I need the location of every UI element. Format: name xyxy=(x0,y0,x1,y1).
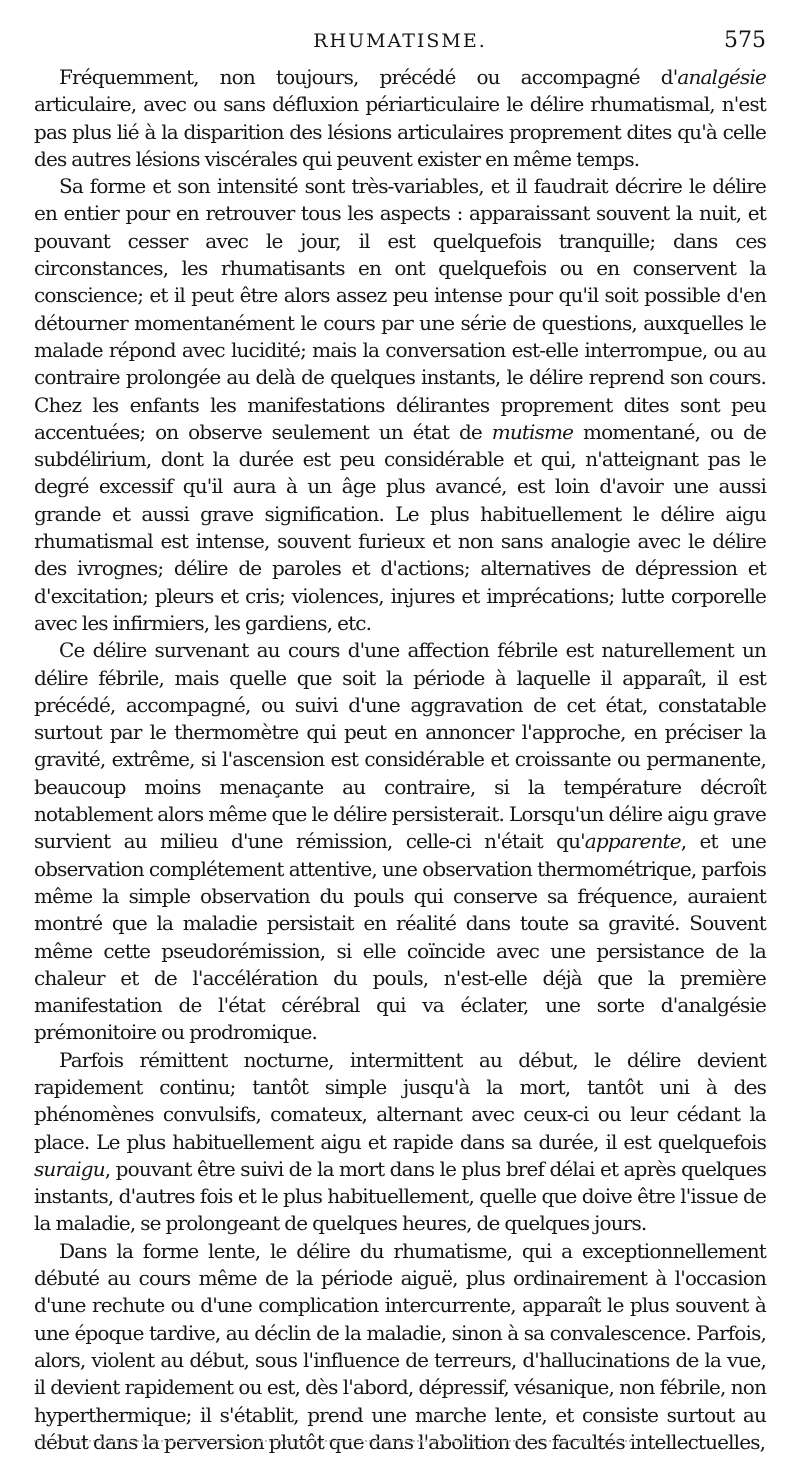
italic-term: suraigu xyxy=(34,1156,105,1181)
text-segment: , pouvant être suivi de la mort dans le plus bref délai et après quelques instants, d'autres fois et le plus habituellement, quelle que doive être l'issue de la maladie, se prolongeant de quelques heures, de quelques jours. xyxy=(34,1156,766,1236)
paragraph-4 xyxy=(34,1047,766,1238)
paragraph-3 xyxy=(34,637,766,1046)
text-segment: , et une observation complétement attentive, une observation thermométrique, parfois même la simple observation du pouls qui conserve sa fréquence, auraient montré que la maladie persistait en réalité dans toute sa gravité. Souvent même cette pseudorémission, si elle coïncide avec une persistance de la chaleur et de l'accélération du pouls, n'est-elle déjà que la première manifestation de l'état cérébral qui va éclater, une sorte d'analgésie prémonitoire ou prodromique. xyxy=(34,829,766,1045)
italic-term: apparente xyxy=(584,829,681,854)
italic-term: mutisme xyxy=(491,419,574,444)
page-number: 575 xyxy=(724,28,766,53)
body-text xyxy=(34,64,766,1456)
italic-term: analgésie xyxy=(677,65,766,89)
page-header xyxy=(0,24,800,58)
text-segment: Sa forme et son intensité sont très-variables, et il faudrait décrire le délire en entier pour en retrouver tous les aspects : apparaissant souvent la nuit, et pouvant cesser avec le jour, il est quelquefois tranquille; dans ces circonstances, les rhumatisants en ont quelquefois ou en conservent la conscience; et il peut être alors assez peu intense pour qu'il soit possible d'en détourner momentanément le cours par une série de questions, auxquelles le malade répond avec lucidité; mais la conversation est-elle interrompue, ou au contraire prolongée au delà de quelques instants, le délire reprend son cours. Chez les enfants les manifestations délirantes proprement dites sont peu accentuées; on observe seulement un état de xyxy=(34,174,766,444)
text-segment: Dans la forme lente, le délire du rhumatisme, qui a exceptionnellement débuté au cours même de la période aiguë, plus ordinairement à l'occasion d'une rechute ou d'une complication intercurrente, apparaît le plus souvent à une époque tardive, au déclin de la maladie, sinon à sa convalescence. Parfois, alors, violent au début, sous l'influence de terreurs, d'hallucinations de la vue, il devient rapidement ou est, dès l'abord, dépressif, vésanique, non fébrile, non hyperthermique; il s'établit, prend une marche lente, et consiste surtout au début dans la perversion plutôt que dans l'abolition des facultés intellectuelles, xyxy=(34,1238,766,1454)
paragraph-2 xyxy=(34,173,766,637)
text-segment: articulaire, avec ou sans défluxion périarticulaire le délire rhumatismal, n'est pas plus lié à la disparition des lésions articulaires proprement dites qu'à celle des autres lésions viscérales qui peuvent exister en même temps. xyxy=(34,92,766,171)
paragraph-5 xyxy=(34,1238,766,1456)
running-title: RHUMATISME. xyxy=(313,30,487,52)
text-segment: momentané, ou de subdélirium, dont la durée est peu considérable et qui, n'atteignant pas le degré excessif qu'il aura à un âge plus avancé, est loin d'avoir une aussi grande et aussi grave signification. Le plus habituellement le délire aigu rhumatismal est intense, souvent furieux et non sans analogie avec le délire des ivrognes; délire de paroles et d'actions; alternatives de dépression et d'excitation; pleurs et cris; violences, injures et imprécations; lutte corporelle avec les infirmiers, les gardiens, etc. xyxy=(34,419,766,635)
footer-scan-artifact xyxy=(34,1440,634,1445)
paragraph-1 xyxy=(34,64,766,173)
text-segment: Fréquemment, non toujours, précédé ou accompagné d' xyxy=(59,65,678,89)
text-segment: Parfois rémittent nocturne, intermittent au début, le délire devient rapidement continu; tantôt simple jusqu'à la mort, tantôt uni à des phénomènes convulsifs, comateux, alternant avec ceux-ci ou leur cédant la place. Le plus habituellement aigu et rapide dans sa durée, il est quelquefois xyxy=(34,1047,766,1154)
text-segment: Ce délire survenant au cours d'une affection fébrile est naturellement un délire fébrile, mais quelle que soit la période à laquelle il apparaît, il est précédé, accompagné, ou suivi d'une aggravation de cet état, constatable surtout par le thermomètre qui peut en annoncer l'approche, en préciser la gravité, extrême, si l'ascension est considérable et croissante ou permanente, beaucoup moins menaçante au contraire, si la température décroît notablement alors même que le délire persisterait. Lorsqu'un délire aigu grave survient au milieu d'une rémission, celle-ci n'était qu' xyxy=(34,638,766,854)
